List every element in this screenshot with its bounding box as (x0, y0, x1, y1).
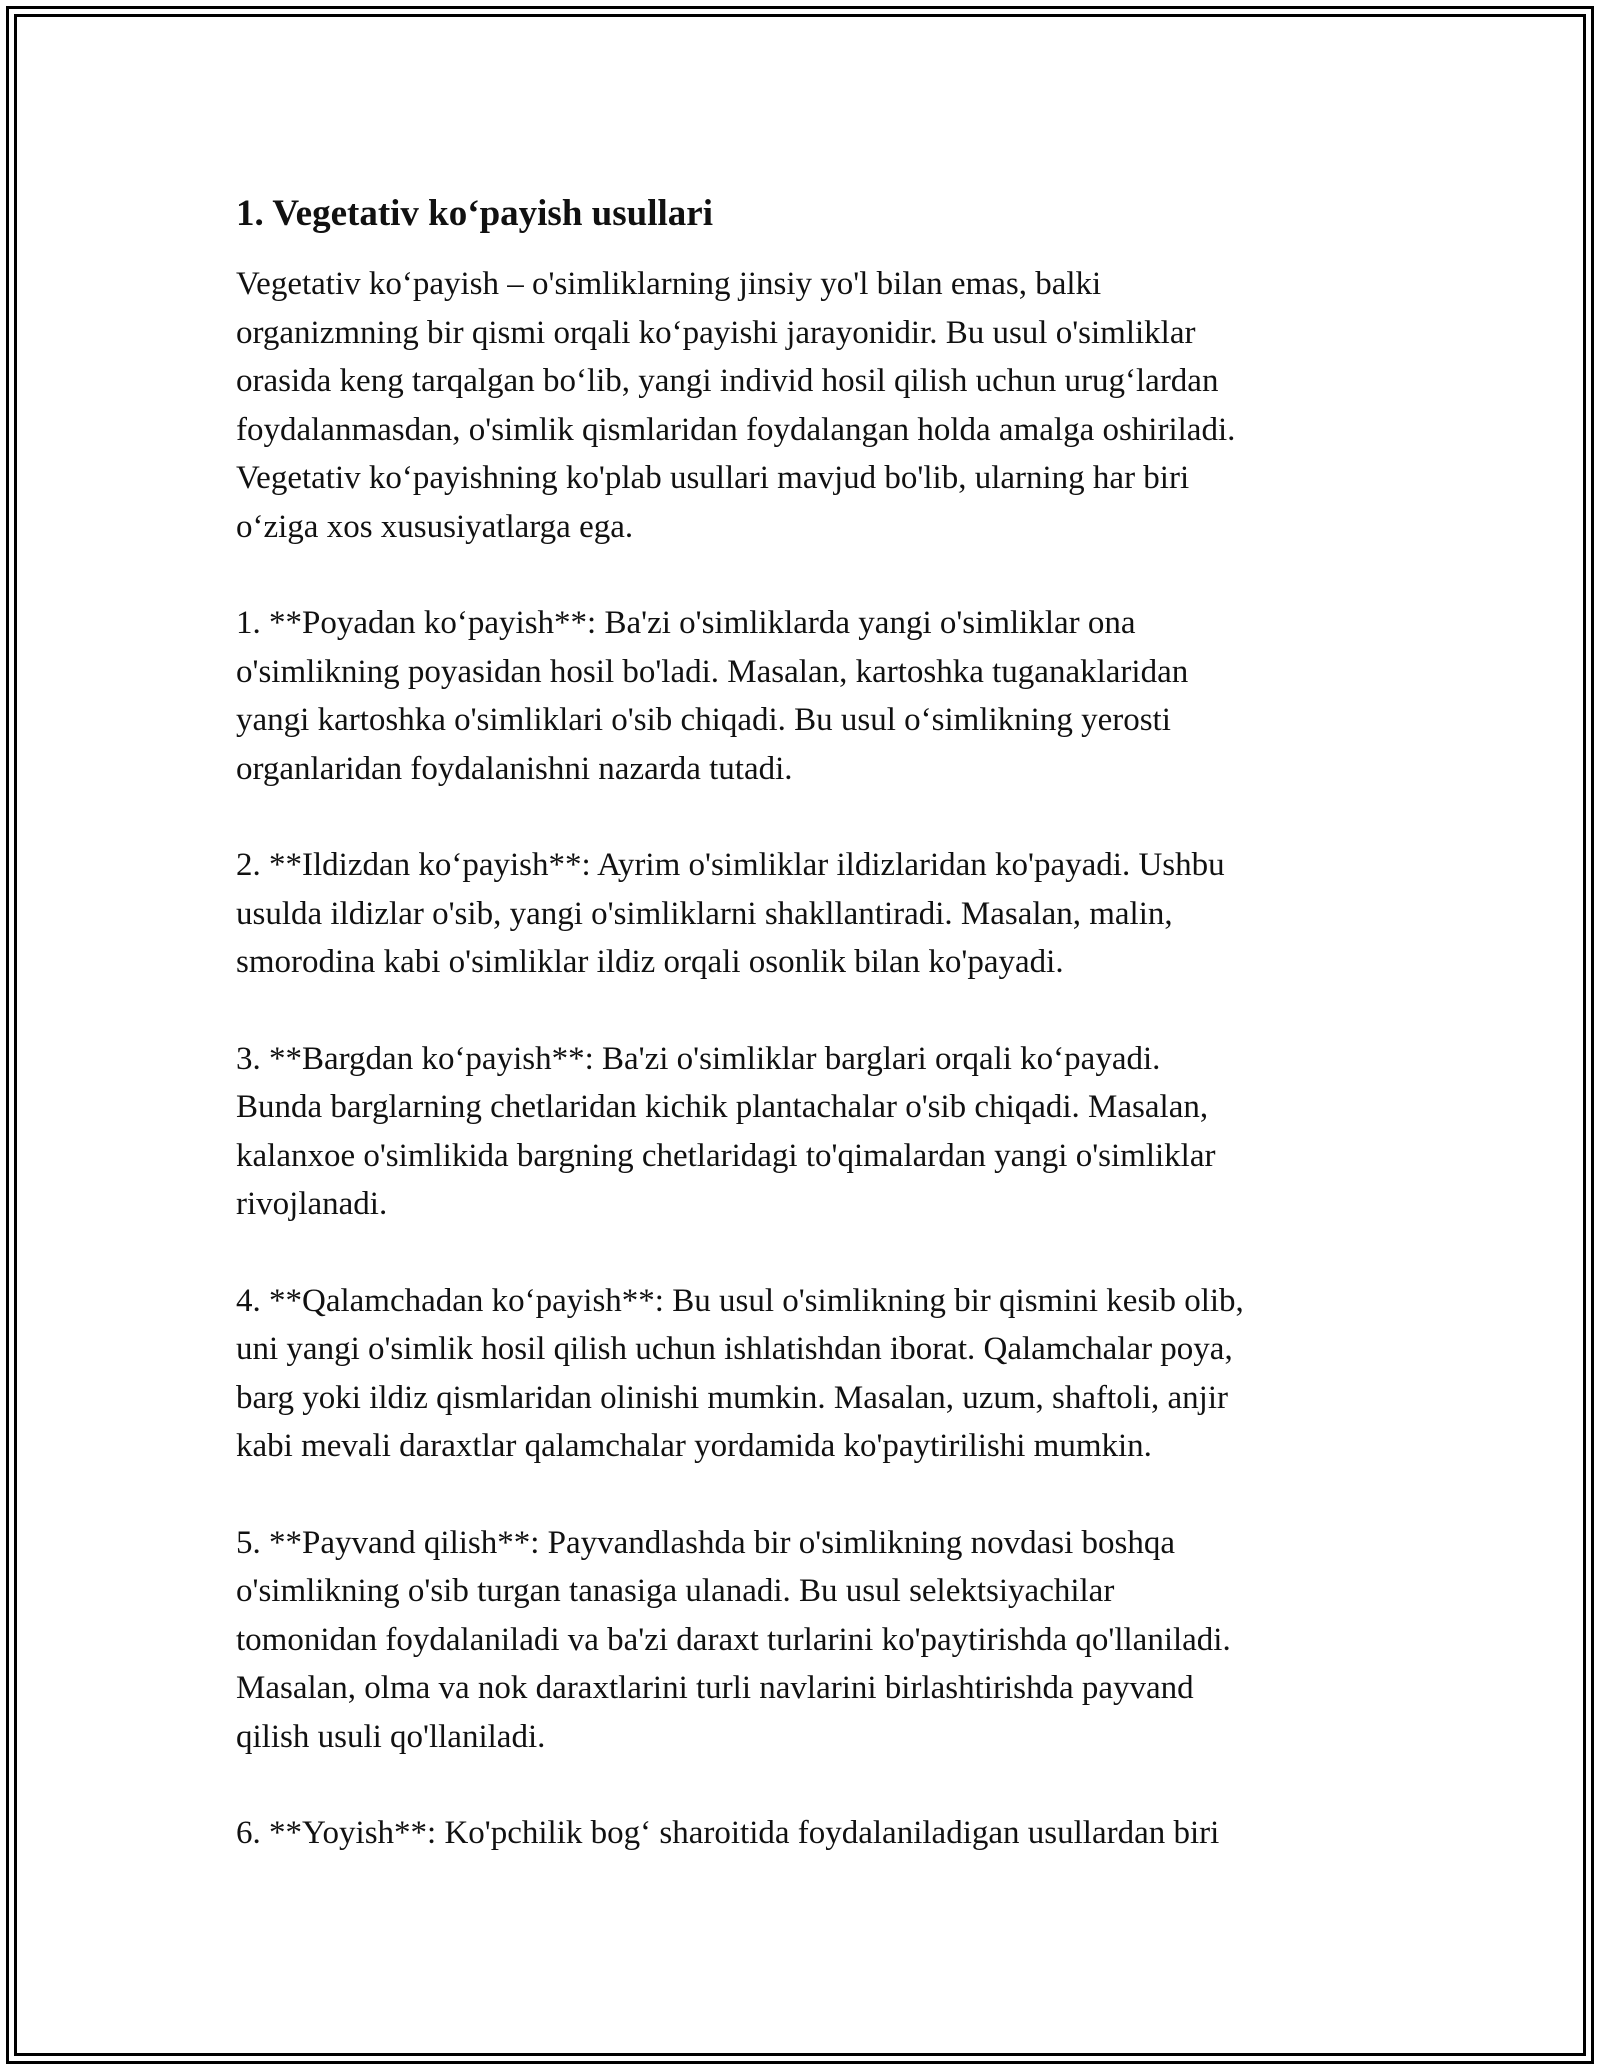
text-line: uni yangi o'simlik hosil qilish uchun ishlatishdan iborat. Qalamchalar poya, (236, 1331, 1233, 1367)
document-body (236, 186, 1366, 1858)
text-line: kabi mevali daraxtlar qalamchalar yordamida ko'paytirilishi mumkin. (236, 1428, 1152, 1464)
text-line: qilish usuli qo'llaniladi. (236, 1718, 546, 1755)
text-line: Masalan, olma va nok daraxtlarini turli navlarini birlashtirishda payvand (236, 1670, 1194, 1706)
text-line: Vegetativ ko‘payish – o'simliklarning jinsiy yo'l bilan emas, balki (236, 266, 1102, 302)
text-line: 2. **Ildizdan ko‘payish**: Ayrim o'simliklar ildizlaridan ko'payadi. Ushbu (236, 847, 1225, 883)
text-line: organizmning bir qismi orqali ko‘payishi jarayonidir. Bu usul o'simliklar (236, 314, 1196, 351)
text-line: orasida keng tarqalgan bo‘lib, yangi individ hosil qilish uchun urug‘lardan (236, 363, 1219, 399)
list-item-stem-propagation (236, 599, 1366, 793)
list-item-leaf-propagation (236, 1035, 1366, 1229)
text-line: foydalanmasdan, o'simlik qismlaridan foydalangan holda amalga oshiriladi. (236, 411, 1236, 448)
text-line: yangi kartoshka o'simliklari o'sib chiqadi. Bu usul o‘simlikning yerosti (236, 702, 1171, 738)
text-line: smorodina kabi o'simliklar ildiz orqali osonlik bilan ko'payadi. (236, 944, 1064, 980)
text-line: 4. **Qalamchadan ko‘payish**: Bu usul o'simlikning bir qismini kesib olib, (236, 1282, 1244, 1319)
paragraph-group (236, 260, 1366, 1858)
intro-paragraph (236, 260, 1366, 551)
section-heading: 1. Vegetativ ko‘payish usullari (236, 193, 713, 234)
text-line: o'simlikning poyasidan hosil bo'ladi. Masalan, kartoshka tuganaklaridan (236, 653, 1189, 690)
list-item-grafting (236, 1519, 1366, 1762)
list-item-layering (236, 1809, 1366, 1858)
text-line: Bunda barglarning chetlaridan kichik plantachalar o'sib chiqadi. Masalan, (236, 1089, 1209, 1125)
text-line: 5. **Payvand qilish**: Payvandlashda bir o'simlikning novdasi boshqa (236, 1524, 1176, 1561)
list-item-root-propagation (236, 841, 1366, 987)
text-line: 3. **Bargdan ko‘payish**: Ba'zi o'simliklar barglari orqali ko‘payadi. (236, 1040, 1161, 1077)
list-item-cutting-propagation (236, 1277, 1366, 1471)
text-line: 6. **Yoyish**: Ko'pchilik bog‘ sharoitida foydalaniladigan usullardan biri (236, 1815, 1220, 1851)
text-line: kalanxoe o'simlikida bargning chetlaridagi to'qimalardan yangi o'simliklar (236, 1137, 1216, 1174)
text-line: tomonidan foydalaniladi va ba'zi daraxt turlarini ko'paytirishda qo'llaniladi. (236, 1621, 1231, 1658)
text-line: usulda ildizlar o'sib, yangi o'simliklarni shakllantiradi. Masalan, malin, (236, 895, 1173, 932)
text-line: 1. **Poyadan ko‘payish**: Ba'zi o'simliklarda yangi o'simliklar ona (236, 605, 1136, 641)
text-line: organlaridan foydalanishni nazarda tutadi. (236, 750, 793, 787)
text-line: barg yoki ildiz qismlaridan olinishi mumkin. Masalan, uzum, shaftoli, anjir (236, 1379, 1228, 1416)
text-line: o'simlikning o'sib turgan tanasiga ulanadi. Bu usul selektsiyachilar (236, 1573, 1115, 1609)
text-line: o‘ziga xos xususiyatlarga ega. (236, 508, 634, 545)
text-line: rivojlanadi. (236, 1186, 388, 1222)
text-line: Vegetativ ko‘payishning ko'plab usullari mavjud bo'lib, ularning har biri (236, 460, 1190, 496)
